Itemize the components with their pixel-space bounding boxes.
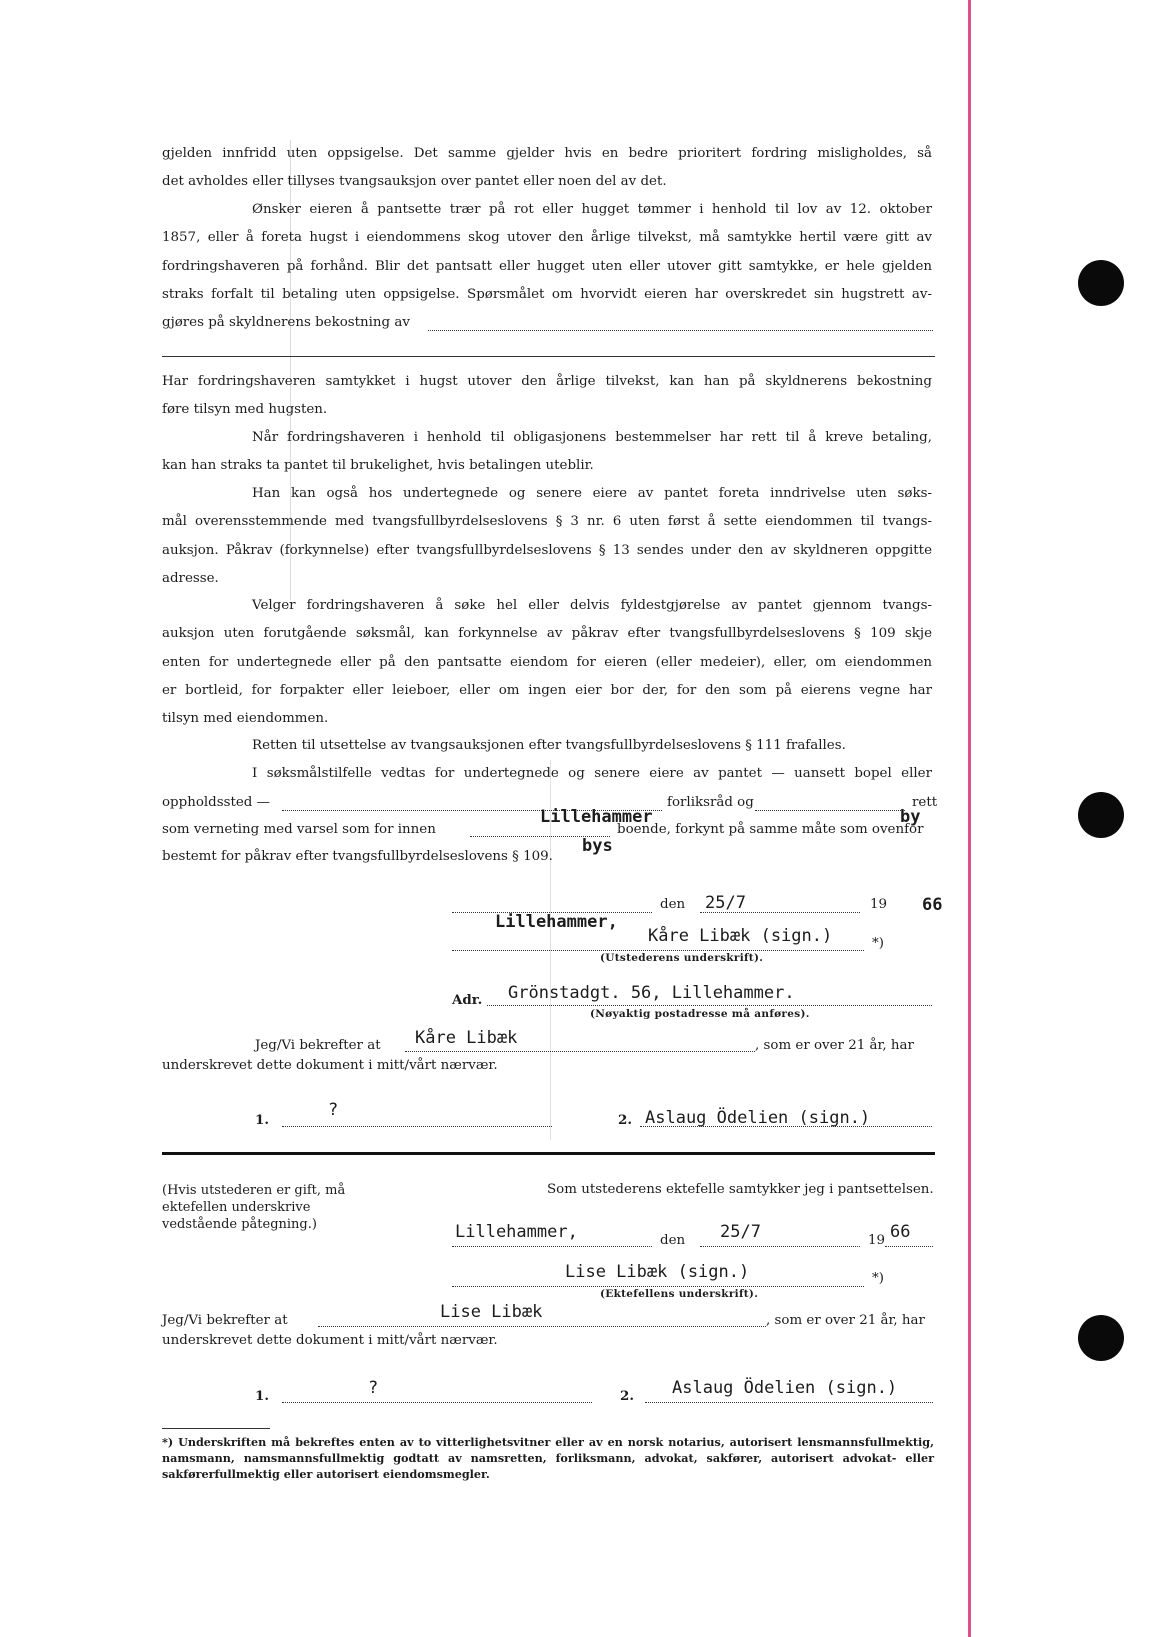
witness-subject: Lise Libæk bbox=[440, 1302, 543, 1322]
den-label: den bbox=[660, 897, 686, 912]
punch-hole-top bbox=[1078, 260, 1124, 306]
text-line: 1857, eller å foreta hugst i eiendommens skog utover den årlige tilvekst, må samtykke hertil være gitt av bbox=[162, 230, 932, 246]
spouse-place: Lillehammer, bbox=[455, 1222, 578, 1242]
text-line: I søksmålstilfelle vedtas for undertegnede og senere eiere av pantet — uansett bopel eller bbox=[252, 766, 932, 781]
text-line: tilsyn med eiendommen. bbox=[162, 711, 329, 727]
dotted-fill-line bbox=[405, 1051, 755, 1052]
year-prefix: 19 bbox=[868, 1233, 886, 1248]
spouse-signer: Lise Libæk (sign.) bbox=[565, 1262, 750, 1282]
witness-number-1: 1. bbox=[255, 1388, 269, 1404]
dotted-fill-line bbox=[755, 810, 905, 811]
text-line: adresse. bbox=[162, 570, 219, 586]
dotted-fill-line bbox=[700, 1246, 860, 1247]
text-line: gjelden innfridd uten oppsigelse. Det samme gjelder hvis en bedre prioritert fordring misligholdes, så bbox=[162, 146, 932, 161]
asterisk-mark: *) bbox=[872, 1271, 884, 1286]
witness-subject: Kåre Libæk bbox=[415, 1028, 518, 1048]
text-line: kan han straks ta pantet til brukelighet, hvis betalingen uteblir. bbox=[162, 458, 594, 474]
text-line: Har fordringshaveren samtykket i hugst utover den årlige tilvekst, kan han på skyldnerens bekostning bbox=[162, 374, 932, 389]
paragraph-2 bbox=[162, 196, 932, 337]
paragraph-3 bbox=[162, 368, 932, 425]
spouse-consent: Som utstederens ektefelle samtykker jeg i pantsettelsen. bbox=[547, 1182, 934, 1197]
witness-number-2: 2. bbox=[620, 1388, 634, 1404]
text-line: Når fordringshaveren i henhold til obligasjonens bestemmelser har rett til å kreve betaling, bbox=[252, 430, 932, 445]
punch-hole-middle bbox=[1078, 792, 1124, 838]
section-divider bbox=[162, 1152, 935, 1155]
oppholdssted-label: oppholdssted — bbox=[162, 795, 271, 810]
footnote: *) Underskriften må bekreftes enten av to vitterlighetsvitner eller av en norsk notarius, autorisert lensmannsfullmektig, namsmann, namsmannsfullmektig godtatt av namsretten, forliksmann, advokat, sakfører, autorisert advokat- eller sakførerfullmektig eller autorisert eiendomsmegler. bbox=[162, 1435, 934, 1481]
signer-caption: (Utstederens underskrift). bbox=[600, 952, 764, 964]
year-prefix: 19 bbox=[870, 897, 888, 912]
sign-date: 25/7 bbox=[705, 893, 746, 913]
address-value: Grönstadgt. 56, Lillehammer. bbox=[508, 983, 795, 1003]
paragraph-1 bbox=[162, 140, 932, 197]
dotted-fill-line bbox=[640, 1126, 932, 1127]
dotted-fill-line bbox=[318, 1326, 766, 1327]
paragraph-8 bbox=[162, 760, 932, 788]
text-line: Ønsker eieren å pantsette trær på rot eller hugget tømmer i henhold til lov av 12. oktober bbox=[252, 202, 932, 217]
dotted-fill-line bbox=[282, 1126, 552, 1127]
address-line bbox=[487, 1005, 932, 1006]
boende-text: boende, forkynt på samme måte som ovenfor bbox=[617, 822, 924, 837]
signature-line bbox=[452, 950, 864, 951]
footnote-rule bbox=[162, 1428, 270, 1429]
text-line: straks forfalt til betaling uten oppsigelse. Spørsmålet om hvorvidt eieren har overskredet sin hugstrett av- bbox=[162, 286, 932, 302]
witness-number-1: 1. bbox=[255, 1112, 269, 1128]
paragraph-7 bbox=[162, 732, 932, 760]
rule-line bbox=[162, 356, 935, 357]
spouse-caption: (Ektefellens underskrift). bbox=[600, 1288, 759, 1300]
text-line: det avholdes eller tillyses tvangsauksjon over pantet eller noen del av det. bbox=[162, 174, 667, 190]
paragraph-4 bbox=[162, 424, 932, 481]
margin-line bbox=[968, 0, 971, 1637]
witness-number-2: 2. bbox=[618, 1112, 632, 1128]
bestemt-text: bestemt for påkrav efter tvangsfullbyrdelseslovens § 109. bbox=[162, 849, 553, 864]
witness-1-name: ? bbox=[368, 1378, 379, 1398]
paragraph-5 bbox=[162, 480, 932, 593]
typed-by: by bbox=[900, 807, 921, 827]
underskrevet-text: underskrevet dette dokument i mitt/vårt nærvær. bbox=[162, 1333, 498, 1348]
sign-place: Lillehammer, bbox=[495, 912, 618, 932]
witness-1-name: ? bbox=[328, 1100, 339, 1120]
dotted-fill-line bbox=[428, 330, 933, 331]
text-line: fordringshaveren på forhånd. Blir det pantsatt eller hugget uten eller utover gitt samtykke, er hele gjelden bbox=[162, 258, 932, 274]
witness-2-name: Aslaug Ödelien (sign.) bbox=[645, 1108, 871, 1128]
text-line: er bortleid, for forpakter eller leieboer, eller om ingen eier bor der, for den som på eierens vegne har bbox=[162, 682, 932, 698]
spouse-year: 66 bbox=[890, 1222, 911, 1242]
text-line: føre tilsyn med hugsten. bbox=[162, 402, 328, 418]
dotted-fill-line bbox=[885, 1246, 933, 1247]
punch-hole-bottom bbox=[1078, 1315, 1124, 1361]
underskrevet-text: underskrevet dette dokument i mitt/vårt nærvær. bbox=[162, 1058, 498, 1073]
dotted-fill-line bbox=[645, 1402, 933, 1403]
text-line: enten for undertegnede eller på den pantsatte eiendom for eieren (eller medeier), eller, om eiendommen bbox=[162, 654, 932, 670]
text-line: auksjon. Påkrav (forkynnelse) efter tvangsfullbyrdelseslovens § 13 sendes under den av skyldneren oppgitte bbox=[162, 542, 932, 558]
spouse-side-note: (Hvis utstederen er gift, må ektefellen underskrive vedstående påtegning.) bbox=[162, 1183, 346, 1232]
typed-bys: bys bbox=[582, 836, 613, 856]
spouse-date: 25/7 bbox=[720, 1222, 761, 1242]
signature-line bbox=[452, 1286, 864, 1287]
signer-name: Kåre Libæk (sign.) bbox=[648, 926, 833, 946]
dotted-fill-line bbox=[282, 1402, 592, 1403]
som-er-text: , som er over 21 år, har bbox=[766, 1313, 925, 1328]
text-line: auksjon uten forutgående søksmål, kan forkynnelse av påkrav efter tvangsfullbyrdelseslovens § 109 skje bbox=[162, 626, 932, 642]
text-line: Han kan også hos undertegnede og senere eiere av pantet foreta inndrivelse uten søks- bbox=[252, 486, 932, 501]
paragraph-6 bbox=[162, 592, 932, 733]
adr-label: Adr. bbox=[452, 992, 483, 1008]
den-label: den bbox=[660, 1233, 686, 1248]
rett-label: rett bbox=[912, 795, 938, 810]
forliksraad-label: forliksråd og bbox=[667, 795, 754, 810]
address-caption: (Nøyaktig postadresse må anføres). bbox=[590, 1008, 810, 1020]
text-line: Retten til utsettelse av tvangsauksjonen efter tvangsfullbyrdelseslovens § 111 frafalles. bbox=[252, 738, 846, 753]
asterisk-mark: *) bbox=[872, 936, 884, 951]
text-line: gjøres på skyldnerens bekostning av bbox=[162, 315, 410, 331]
dotted-fill-line bbox=[700, 912, 860, 913]
typed-town: Lillehammer bbox=[540, 807, 653, 827]
som-er-text: , som er over 21 år, har bbox=[755, 1038, 914, 1053]
bekrefter-label: Jeg/Vi bekrefter at bbox=[255, 1038, 381, 1053]
text-line: Velger fordringshaveren å søke hel eller delvis fyldestgjørelse av pantet gjennom tvangs- bbox=[252, 598, 932, 613]
witness-2-name: Aslaug Ödelien (sign.) bbox=[672, 1378, 898, 1398]
dotted-fill-line bbox=[452, 1246, 652, 1247]
sign-year: 66 bbox=[922, 895, 943, 915]
verneting-text: som verneting med varsel som for innen bbox=[162, 822, 436, 837]
bekrefter-label: Jeg/Vi bekrefter at bbox=[162, 1313, 288, 1328]
text-line: mål overensstemmende med tvangsfullbyrdelseslovens § 3 nr. 6 uten først å sette eiendommen til tvangs- bbox=[162, 514, 932, 530]
